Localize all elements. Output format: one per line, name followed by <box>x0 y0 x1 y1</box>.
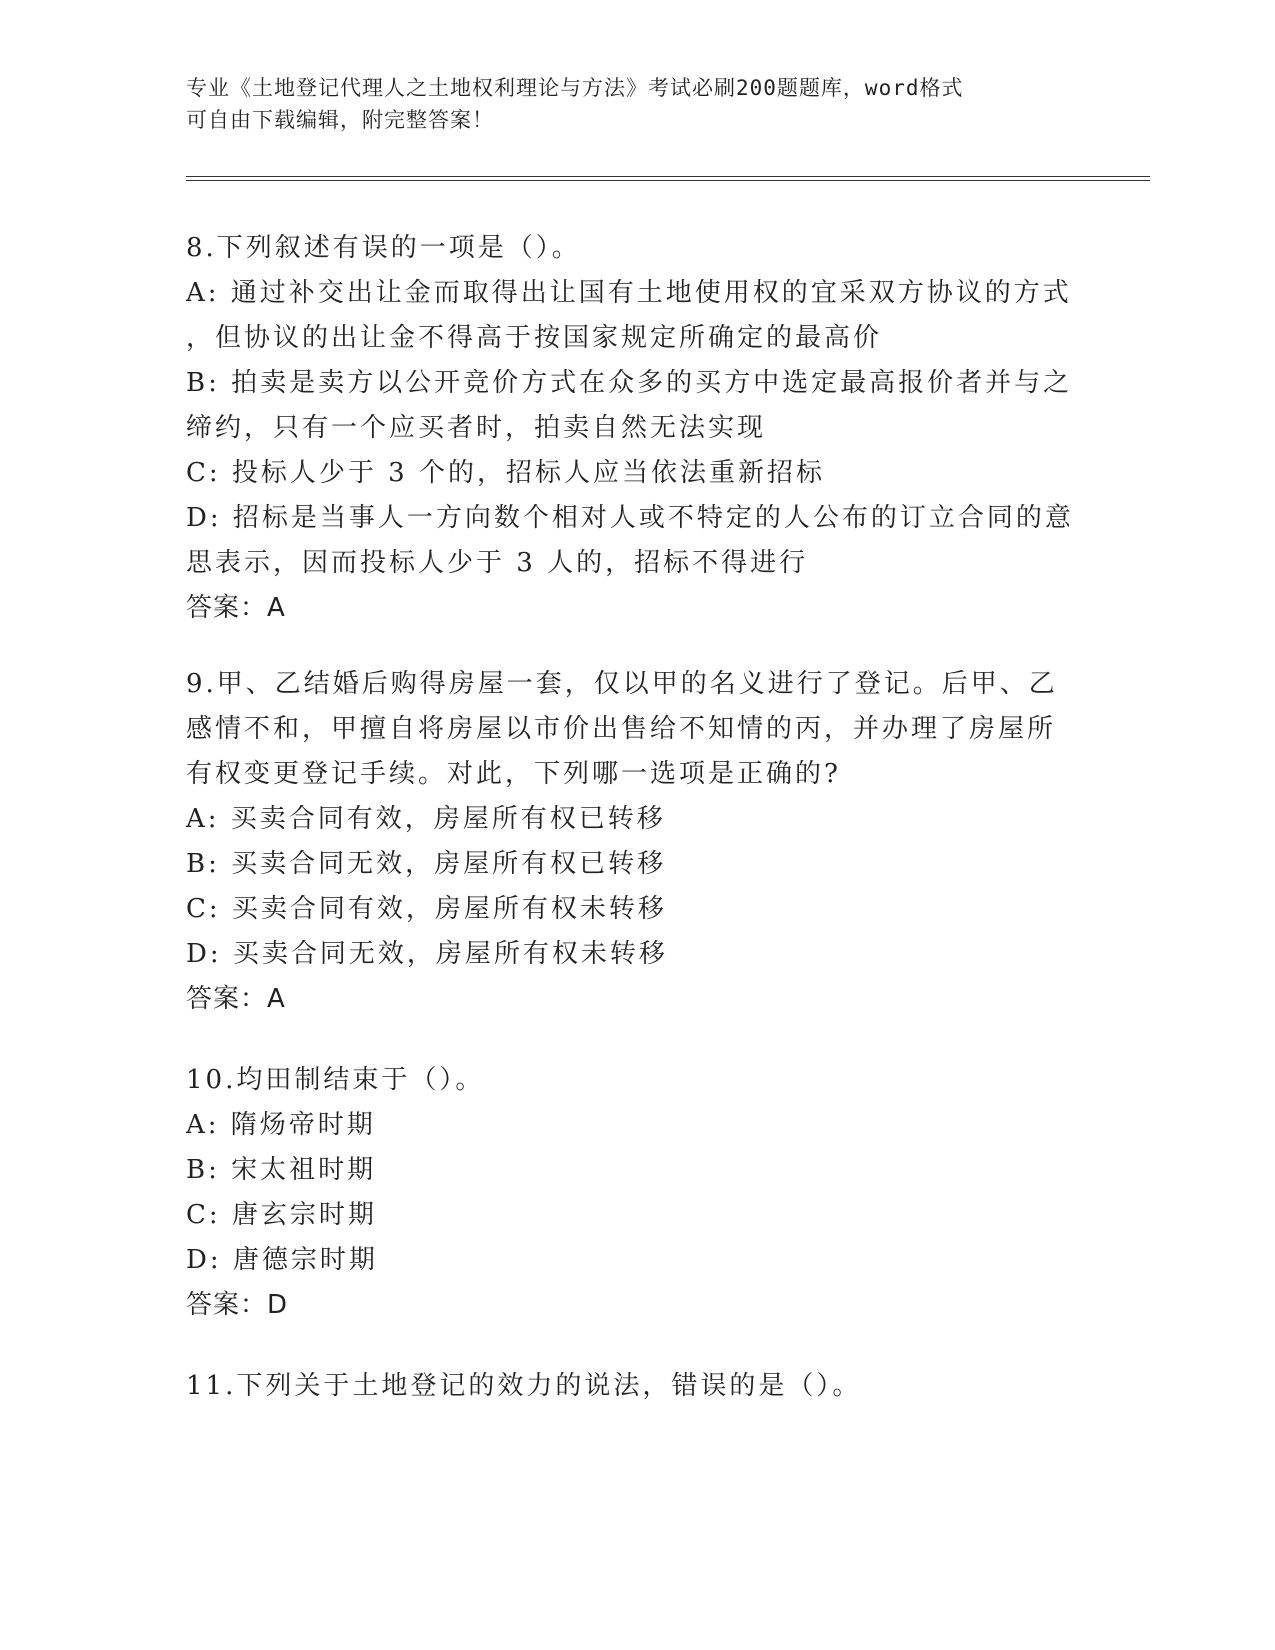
question-stem-continued: 感情不和，甲擅自将房屋以市价出售给不知情的丙，并办理了房屋所 <box>186 714 1057 744</box>
option-d: D: 招标是当事人一方向数个相对人或不特定的人公布的订立合同的意 <box>186 503 1074 533</box>
option-c: C: 唐玄宗时期 <box>186 1200 377 1230</box>
option-c: C: 买卖合同有效，房屋所有权未转移 <box>186 894 667 924</box>
option-a: A: 隋炀帝时期 <box>186 1110 376 1140</box>
header-title-line-1: 专业《土地登记代理人之土地权利理论与方法》考试必刷200题题库，word格式 <box>186 76 964 100</box>
option-a: A: 买卖合同有效，房屋所有权已转移 <box>186 804 666 834</box>
answer: 答案：A <box>186 984 286 1014</box>
option-b: B: 买卖合同无效，房屋所有权已转移 <box>186 849 667 879</box>
question-stem: 10.均田制结束于（）。 <box>186 1065 485 1095</box>
question-8 <box>186 226 1086 631</box>
option-d: D: 唐德宗时期 <box>186 1245 378 1275</box>
option-b-continued: 缔约，只有一个应买者时，拍卖自然无法实现 <box>186 413 767 443</box>
option-b: B: 宋太祖时期 <box>186 1155 377 1185</box>
document-header <box>186 72 1066 136</box>
option-d: D: 买卖合同无效，房屋所有权未转移 <box>186 939 668 969</box>
option-d-continued: 思表示，因而投标人少于 3 人的，招标不得进行 <box>186 548 809 578</box>
option-a-continued: ，但协议的出让金不得高于按国家规定所确定的最高价 <box>186 323 883 353</box>
header-title-line-2: 可自由下载编辑，附完整答案！ <box>186 108 494 132</box>
question-stem: 11.下列关于土地登记的效力的说法，错误的是（）。 <box>186 1371 862 1401</box>
question-stem: 9.甲、乙结婚后购得房屋一套，仅以甲的名义进行了登记。后甲、乙 <box>186 669 1058 699</box>
option-c: C: 投标人少于 3 个的，招标人应当依法重新招标 <box>186 458 825 488</box>
option-a: A: 通过补交出让金而取得出让国有土地使用权的宜采双方协议的方式 <box>186 278 1072 308</box>
option-b: B: 拍卖是卖方以公开竞价方式在众多的买方中选定最高报价者并与之 <box>186 368 1073 398</box>
question-10 <box>186 1058 1086 1328</box>
question-stem-continued: 有权变更登记手续。对此，下列哪一选项是正确的? <box>186 759 841 789</box>
header-divider-top <box>186 176 1150 177</box>
question-stem: 8.下列叙述有误的一项是（）。 <box>186 233 581 263</box>
question-11 <box>186 1364 1086 1409</box>
header-divider-bottom <box>186 180 1150 181</box>
question-9 <box>186 662 1086 1022</box>
answer: 答案：D <box>186 1290 289 1320</box>
answer: 答案：A <box>186 593 286 623</box>
